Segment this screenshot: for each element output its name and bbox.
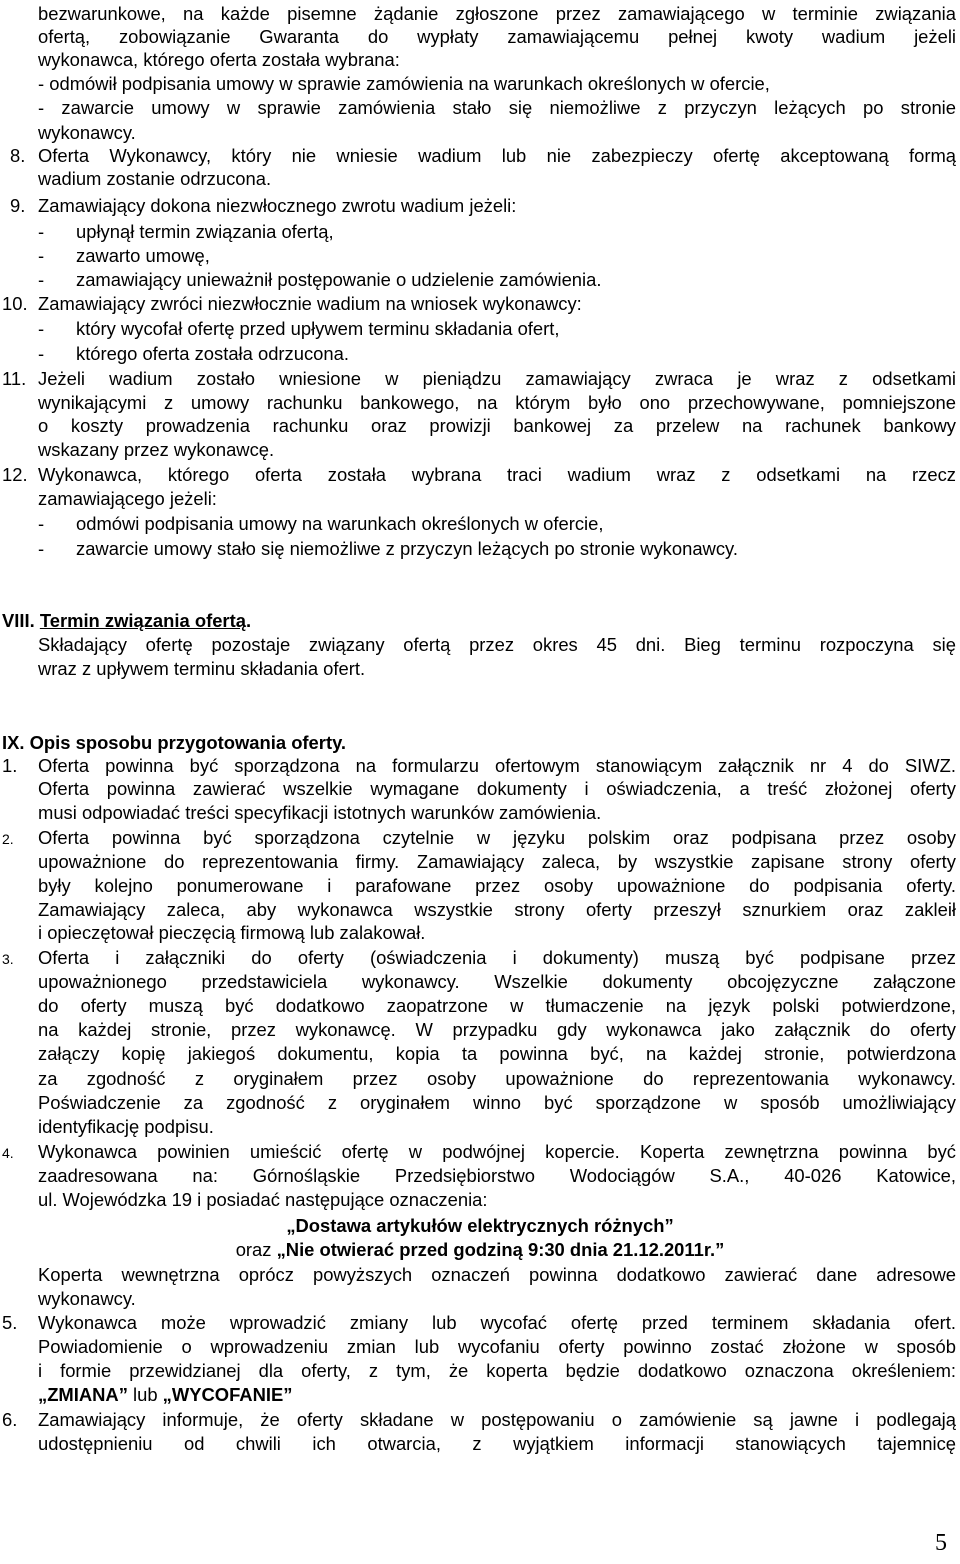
text-line: Składający ofertę pozostaje związany ofertą przez okres 45 dni. Bieg terminu rozpoczyna się	[38, 634, 956, 655]
text-line: za zgodność z oryginałem przez osoby upoważnione do reprezentowania wykonawcy.	[38, 1068, 956, 1089]
list-item: - zawarcie umowy w sprawie zamówienia stało się niemożliwe z przyczyn leżących po stronie	[38, 97, 956, 118]
text-line: ul. Wojewódzka 19 i posiadać następujące oznaczenia:	[38, 1189, 488, 1210]
text-line: upoważnionego przedstawiciela wykonawcy. Wszelkie dokumenty obcojęzyczne załączone	[38, 971, 956, 992]
text-line: i opieczętował pieczęcią firmową lub zalakował.	[38, 922, 426, 943]
list-dash: -	[38, 318, 45, 339]
text-line: upoważnione do reprezentowania firmy. Zamawiający zaleca, by wszystkie zapisane strony oferty	[38, 851, 956, 872]
text-line: zamawiającego jeżeli:	[38, 488, 217, 509]
mark-wycofanie: „WYCOFANIE”	[162, 1384, 293, 1405]
page-number: 5	[935, 1530, 947, 1556]
list-item: zawarto umowę,	[76, 245, 210, 266]
paragraph-number: 9.	[10, 195, 26, 216]
paragraph-number: 12.	[2, 464, 28, 485]
text-line: Oferta i załączniki do oferty (oświadczenia i dokumenty) muszą być podpisane przez	[38, 947, 956, 968]
text-line: wykonawcy.	[38, 1288, 136, 1309]
item-number: 5.	[2, 1312, 18, 1333]
text-line: Zamawiający dokona niezwłocznego zwrotu wadium jeżeli:	[38, 195, 517, 216]
text-line: Zamawiający informuje, że oferty składane w postępowaniu o zamówienie są jawne i podlegają	[38, 1409, 956, 1430]
item-number: 2.	[2, 831, 14, 847]
list-item: którego oferta została odrzucona.	[76, 343, 349, 364]
envelope-title: „Dostawa artykułów elektrycznych różnych”	[286, 1215, 674, 1236]
text-line: wykonawcy.	[38, 122, 136, 143]
list-item: odmówi podpisania umowy na warunkach określonych w ofercie,	[76, 513, 604, 534]
text-line: były kolejno ponumerowane i parafowane przez osoby upoważnione do podpisania oferty.	[38, 875, 956, 896]
text-line: Wykonawca powinien umieścić ofertę w podwójnej kopercie. Koperta zewnętrzna powinna być	[38, 1141, 956, 1162]
list-dash: -	[38, 343, 45, 364]
text-line: Koperta wewnętrzna oprócz powyższych oznaczeń powinna dodatkowo zawierać dane adresowe	[38, 1264, 956, 1285]
section-heading	[2, 731, 346, 754]
section-title-dot: .	[245, 610, 252, 631]
list-item: upłynął termin związania ofertą,	[76, 221, 334, 242]
list-item: który wycofał ofertę przed upływem terminu składania ofert,	[76, 318, 560, 339]
text-line: do oferty muszą być dodatkowo zaopatrzone w tłumaczenie na język polski potwierdzone,	[38, 995, 956, 1016]
item-number: 3.	[2, 951, 14, 967]
text-line: załączy kopię jakiegoś dokumentu, kopia ta powinna być, na każdej stronie, potwierdzona	[38, 1043, 956, 1064]
text-line: Jeżeli wadium zostało wniesione w pieniądzu zamawiający zwraca je wraz z odsetkami	[38, 368, 956, 389]
text-line: Oferta Wykonawcy, który nie wniesie wadium lub nie zabezpieczy ofertę akceptowaną formą	[38, 145, 956, 166]
item-number: 6.	[2, 1409, 18, 1430]
mark-zmiana: „ZMIANA”	[38, 1384, 128, 1405]
section-number: IX.	[2, 732, 25, 753]
paragraph-number: 11.	[2, 368, 27, 389]
text-line: bezwarunkowe, na każde pisemne żądanie zgłoszone przez zamawiającego w terminie związania	[38, 3, 956, 24]
section-title: Opis sposobu przygotowania oferty.	[29, 732, 347, 753]
text-line: Zamawiający zwróci niezwłocznie wadium na wniosek wykonawcy:	[38, 293, 582, 314]
item-number: 4.	[2, 1145, 14, 1161]
text-line: Oferta powinna być sporządzona na formularzu ofertowym stanowiącym załącznik nr 4 do SIWZ.	[38, 755, 956, 776]
text-line: udostępnieniu od chwili ich otwarcia, z wyjątkiem informacji stanowiących tajemnicę	[38, 1433, 956, 1454]
text-line: identyfikację podpisu.	[38, 1116, 214, 1137]
text-line: Wykonawca, którego oferta została wybrana traci wadium wraz z odsetkami na rzecz	[38, 464, 956, 485]
section-number: VIII.	[2, 610, 35, 631]
text-line: Oferta powinna zawierać wszelkie wymagane dokumenty i oświadczenia, a treść złożonej oferty	[38, 778, 956, 799]
text-line: wykonawca, którego oferta została wybrana:	[38, 49, 400, 70]
list-dash: -	[38, 538, 45, 559]
paragraph-number: 8.	[10, 145, 26, 166]
list-dash: -	[38, 221, 45, 242]
text-line: musi odpowiadać treści specyfikacji istotnych warunków zamówienia.	[38, 802, 602, 823]
text-line: na każdej stronie, przez wykonawcę. W przypadku gdy wykonawca jako załącznik do oferty	[38, 1019, 956, 1040]
text-line: wadium zostanie odrzucona.	[38, 168, 272, 189]
text-line: zaadresowana na: Górnośląskie Przedsiębiorstwo Wodociągów S.A., 40-026 Katowice,	[38, 1165, 956, 1186]
text-line: Oferta powinna być sporządzona czytelnie w języku polskim oraz podpisana przez osoby	[38, 827, 956, 848]
envelope-note	[0, 1238, 960, 1261]
text-line: i formie przewidzianej dla oferty, z tym, że koperta będzie dodatkowo oznaczona określeniem:	[38, 1360, 956, 1381]
paragraph-number: 10.	[2, 293, 28, 314]
item-number: 1.	[2, 755, 18, 776]
mark-separator: lub	[127, 1384, 163, 1405]
section-title: Termin związania ofertą	[39, 610, 246, 631]
text-line: o koszty prowadzenia rachunku oraz prowizji bankowej za przelew na rachunek bankowy	[38, 415, 956, 436]
envelope-note-prefix: oraz	[235, 1239, 277, 1260]
list-item: zawarcie umowy stało się niemożliwe z przyczyn leżących po stronie wykonawcy.	[76, 538, 738, 559]
list-dash: -	[38, 245, 45, 266]
text-line: Wykonawca może wprowadzić zmiany lub wycofać ofertę przed terminem składania ofert.	[38, 1312, 956, 1333]
text-line: wraz z upływem terminu składania ofert.	[38, 658, 366, 679]
text-line: Zamawiający zaleca, aby wykonawca wszystkie strony oferty przeszył sznurkiem oraz zakleił	[38, 899, 956, 920]
envelope-do-not-open: „Nie otwierać przed godziną 9:30 dnia 21.12.2011r.”	[276, 1239, 725, 1260]
text-line: Powiadomienie o wprowadzeniu zmian lub wycofaniu oferty powinno zostać złożone w sposób	[38, 1336, 956, 1357]
text-line: Poświadczenie za zgodność z oryginałem winno być sporządzone w sposób umożliwiający	[38, 1092, 956, 1113]
marking-line	[38, 1383, 292, 1406]
text-line: wynikającymi z umowy rachunku bankowego, na którym było ono przechowywane, pomniejszone	[38, 392, 956, 413]
text-line: wskazany przez wykonawcę.	[38, 439, 275, 460]
list-item: - odmówił podpisania umowy w sprawie zamówienia na warunkach określonych w ofercie,	[38, 73, 770, 94]
envelope-label	[0, 1214, 960, 1237]
list-item: zamawiający unieważnił postępowanie o udzielenie zamówienia.	[76, 269, 602, 290]
section-heading	[2, 609, 251, 632]
list-dash: -	[38, 269, 45, 290]
list-dash: -	[38, 513, 45, 534]
text-line: ofertą, zobowiązanie Gwaranta do wypłaty zamawiającemu pełnej kwoty wadium jeżeli	[38, 26, 956, 47]
